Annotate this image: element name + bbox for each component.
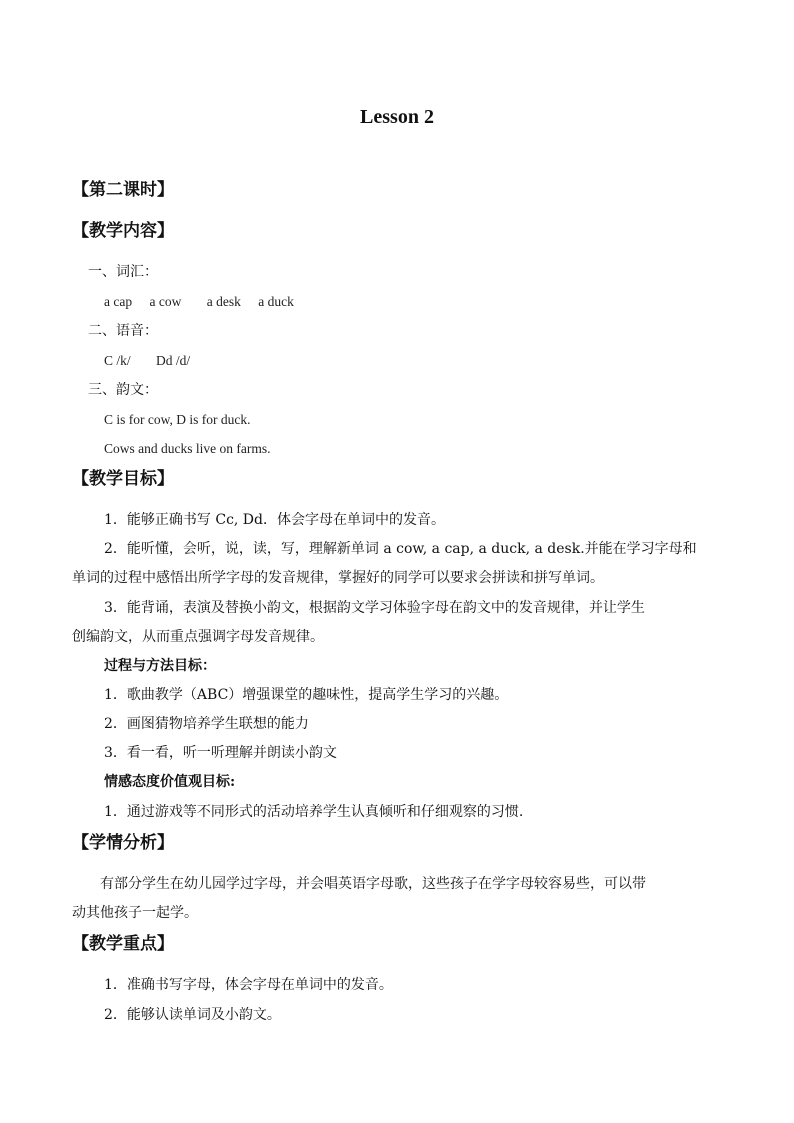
analysis-line: 动其他孩子一起学。 [72,905,198,921]
goal-item: 2．能听懂，会听，说，读，写，理解新单词 a cow, a cap, a duck, a desk.并能在学习字母和 [104,541,697,557]
rhyme-line: Cows and ducks live on farms. [104,441,271,456]
goals-heading: 【教学目标】 [72,469,174,489]
analysis-line: 有部分学生在幼儿园学过字母，并会唱英语字母歌，这些孩子在学字母较容易些，可以带 [100,876,646,892]
vocab-item: a duck [258,294,294,309]
page-title: Lesson 2 [360,106,434,128]
phonics-item: C /k/ [104,353,131,368]
goal-item: 单词的过程中感悟出所学字母的发音规律，掌握好的同学可以要求会拼读和拼写单词。 [72,570,604,586]
process-goal-item: 2．画图猜物培养学生联想的能力 [104,716,309,732]
vocab-item: a cow [149,294,182,309]
rhyme-label: 三、韵文： [88,382,158,398]
process-goal-item: 3．看一看，听一听理解并朗读小韵文 [104,745,337,761]
analysis-heading: 【学情分析】 [72,833,174,853]
phonics-item: Dd /d/ [156,353,191,368]
key-point-item: 1．准确书写字母，体会字母在单词中的发音。 [104,977,393,993]
process-goal-item: 1．歌曲教学（ABC）增强课堂的趣味性，提高学生学习的兴趣。 [104,687,509,703]
content-heading: 【教学内容】 [72,221,174,241]
process-goals-label: 过程与方法目标： [104,658,216,674]
vocab-label: 一、词汇： [88,264,158,280]
emotion-goals-label: 情感态度价值观目标: [104,774,236,790]
key-point-item: 2．能够认读单词及小韵文。 [104,1007,281,1023]
key-points-heading: 【教学重点】 [72,934,174,954]
rhyme-line: C is for cow, D is for duck. [104,412,251,427]
vocab-item: a desk [206,294,241,309]
goal-item: 1．能够正确书写 Cc, Dd．体会字母在单词中的发音。 [104,512,445,528]
period-heading: 【第二课时】 [72,180,174,200]
vocab-item: a cap [104,294,133,309]
goal-item: 创编韵文，从而重点强调字母发音规律。 [72,629,324,645]
vocab-list [104,292,294,312]
emotion-goal-item: 1．通过游戏等不同形式的活动培养学生认真倾听和仔细观察的习惯. [104,804,524,820]
phonics-label: 二、语音： [88,323,158,339]
phonics-list [104,351,190,371]
goal-item: 3．能背诵，表演及替换小韵文，根据韵文学习体验字母在韵文中的发音规律，并让学生 [104,600,645,616]
